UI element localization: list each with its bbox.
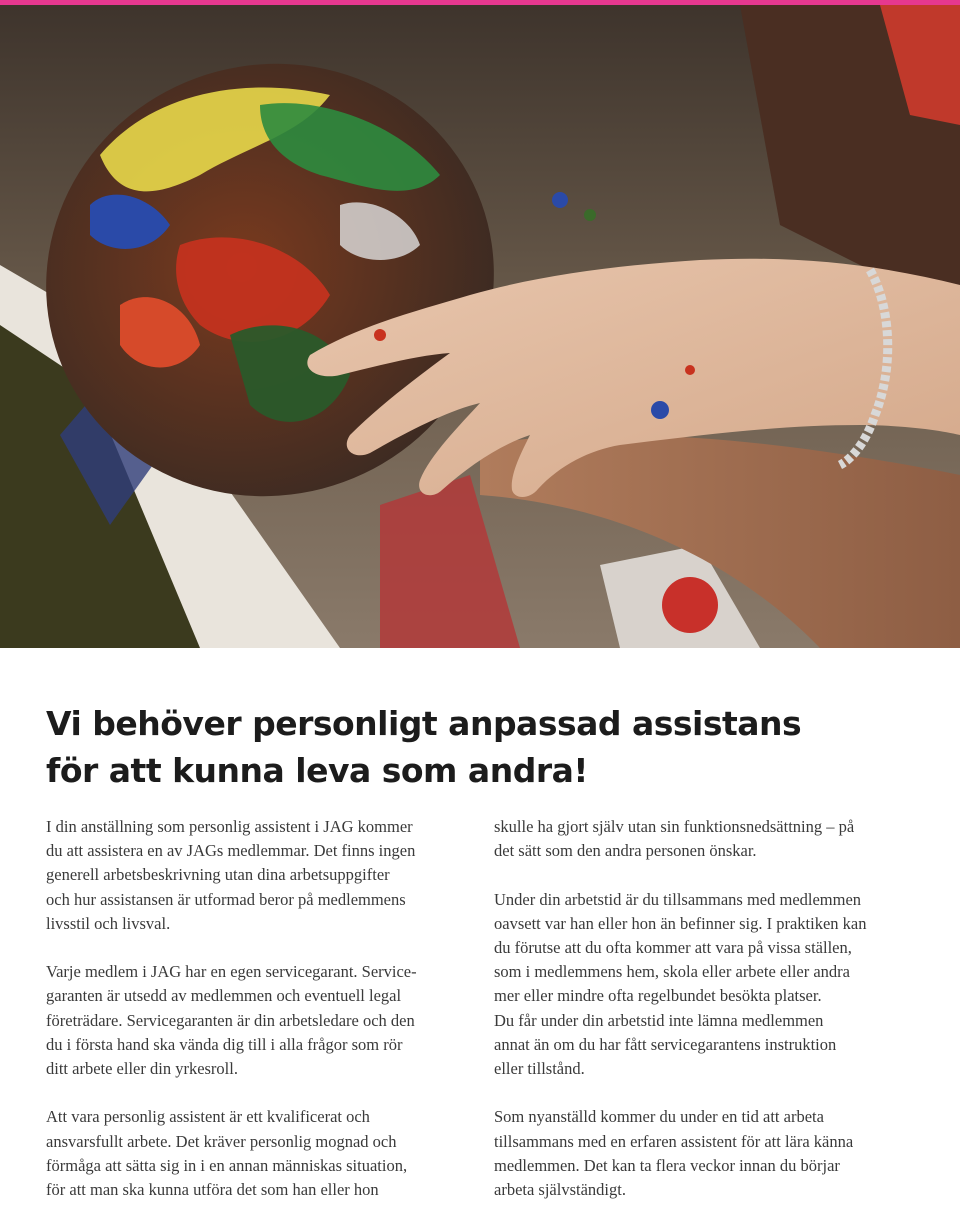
text-line: Att vara personlig assistent är ett kvalificerat och xyxy=(46,1107,370,1127)
hero-photo xyxy=(0,5,960,648)
text-line: du i första hand ska vända dig till i alla frågor som rör xyxy=(46,1034,403,1054)
text-line: eller tillstånd. xyxy=(494,1059,585,1079)
text-line: ansvarsfullt arbete. Det kräver personlig mognad och xyxy=(46,1131,397,1151)
text-line: Du får under din arbetstid inte lämna medlemmen xyxy=(494,1010,824,1030)
text-line: du förutse att du ofta kommer att vara på vissa ställen, xyxy=(494,938,852,957)
text-line: ditt arbete eller din yrkesroll. xyxy=(46,1059,238,1079)
text-line: oavsett var han eller hon än befinner sig. I praktiken kan xyxy=(494,913,867,933)
right-column xyxy=(494,815,924,1226)
text-line: generell arbetsbeskrivning utan dina arbetsuppgifter xyxy=(46,865,390,885)
text-line: som i medlemmens hem, skola eller arbete eller andra xyxy=(494,962,850,982)
text-line: för att man ska kunna utföra det som han eller hon xyxy=(46,1180,379,1200)
paragraph-arbetstid xyxy=(494,888,924,1082)
text-line: annat än om du har fått servicegarantens instruktion xyxy=(494,1034,837,1054)
text-line: livsstil och livsval. xyxy=(46,913,171,933)
left-column xyxy=(46,815,476,1226)
paragraph-anstallning xyxy=(46,815,476,936)
headline-line-1: Vi behöver personligt anpassad assistans xyxy=(46,704,802,743)
paragraph-kvalificerat xyxy=(46,1105,476,1202)
text-line: garanten är utsedd av medlemmen och eventuell legal xyxy=(46,986,402,1006)
text-line: och hur assistansen är utformad beror på medlemmens xyxy=(46,889,406,909)
paragraph-servicegarant xyxy=(46,960,476,1081)
headline xyxy=(46,700,802,794)
paragraph-nyanstalld xyxy=(494,1105,924,1202)
text-line: Varje medlem i JAG har en egen servicegarant. Service- xyxy=(46,962,417,982)
paragraph-continuation xyxy=(494,815,924,863)
headline-line-2: för att kunna leva som andra! xyxy=(46,751,588,790)
text-line: tillsammans med en erfaren assistent för att lära känna xyxy=(494,1131,854,1151)
text-line: arbeta självständigt. xyxy=(494,1180,626,1200)
text-line: medlemmen. Det kan ta flera veckor innan du börjar xyxy=(494,1155,840,1175)
text-line: förmåga att sätta sig in i en annan människas situation, xyxy=(46,1155,408,1175)
text-line: du att assistera en av JAGs medlemmar. Det finns ingen xyxy=(46,841,416,861)
text-line: skulle ha gjort själv utan sin funktionsnedsättning – på xyxy=(494,817,855,836)
text-line: I din anställning som personlig assistent i JAG kommer xyxy=(46,817,413,836)
text-line: mer eller mindre ofta regelbundet besökta platser. xyxy=(494,986,822,1006)
text-line: Under din arbetstid är du tillsammans med medlemmen xyxy=(494,889,862,909)
text-line: företrädare. Servicegaranten är din arbetsledare och den xyxy=(46,1010,415,1030)
text-line: det sätt som den andra personen önskar. xyxy=(494,841,757,861)
text-line: Som nyanställd kommer du under en tid att arbeta xyxy=(494,1107,824,1127)
